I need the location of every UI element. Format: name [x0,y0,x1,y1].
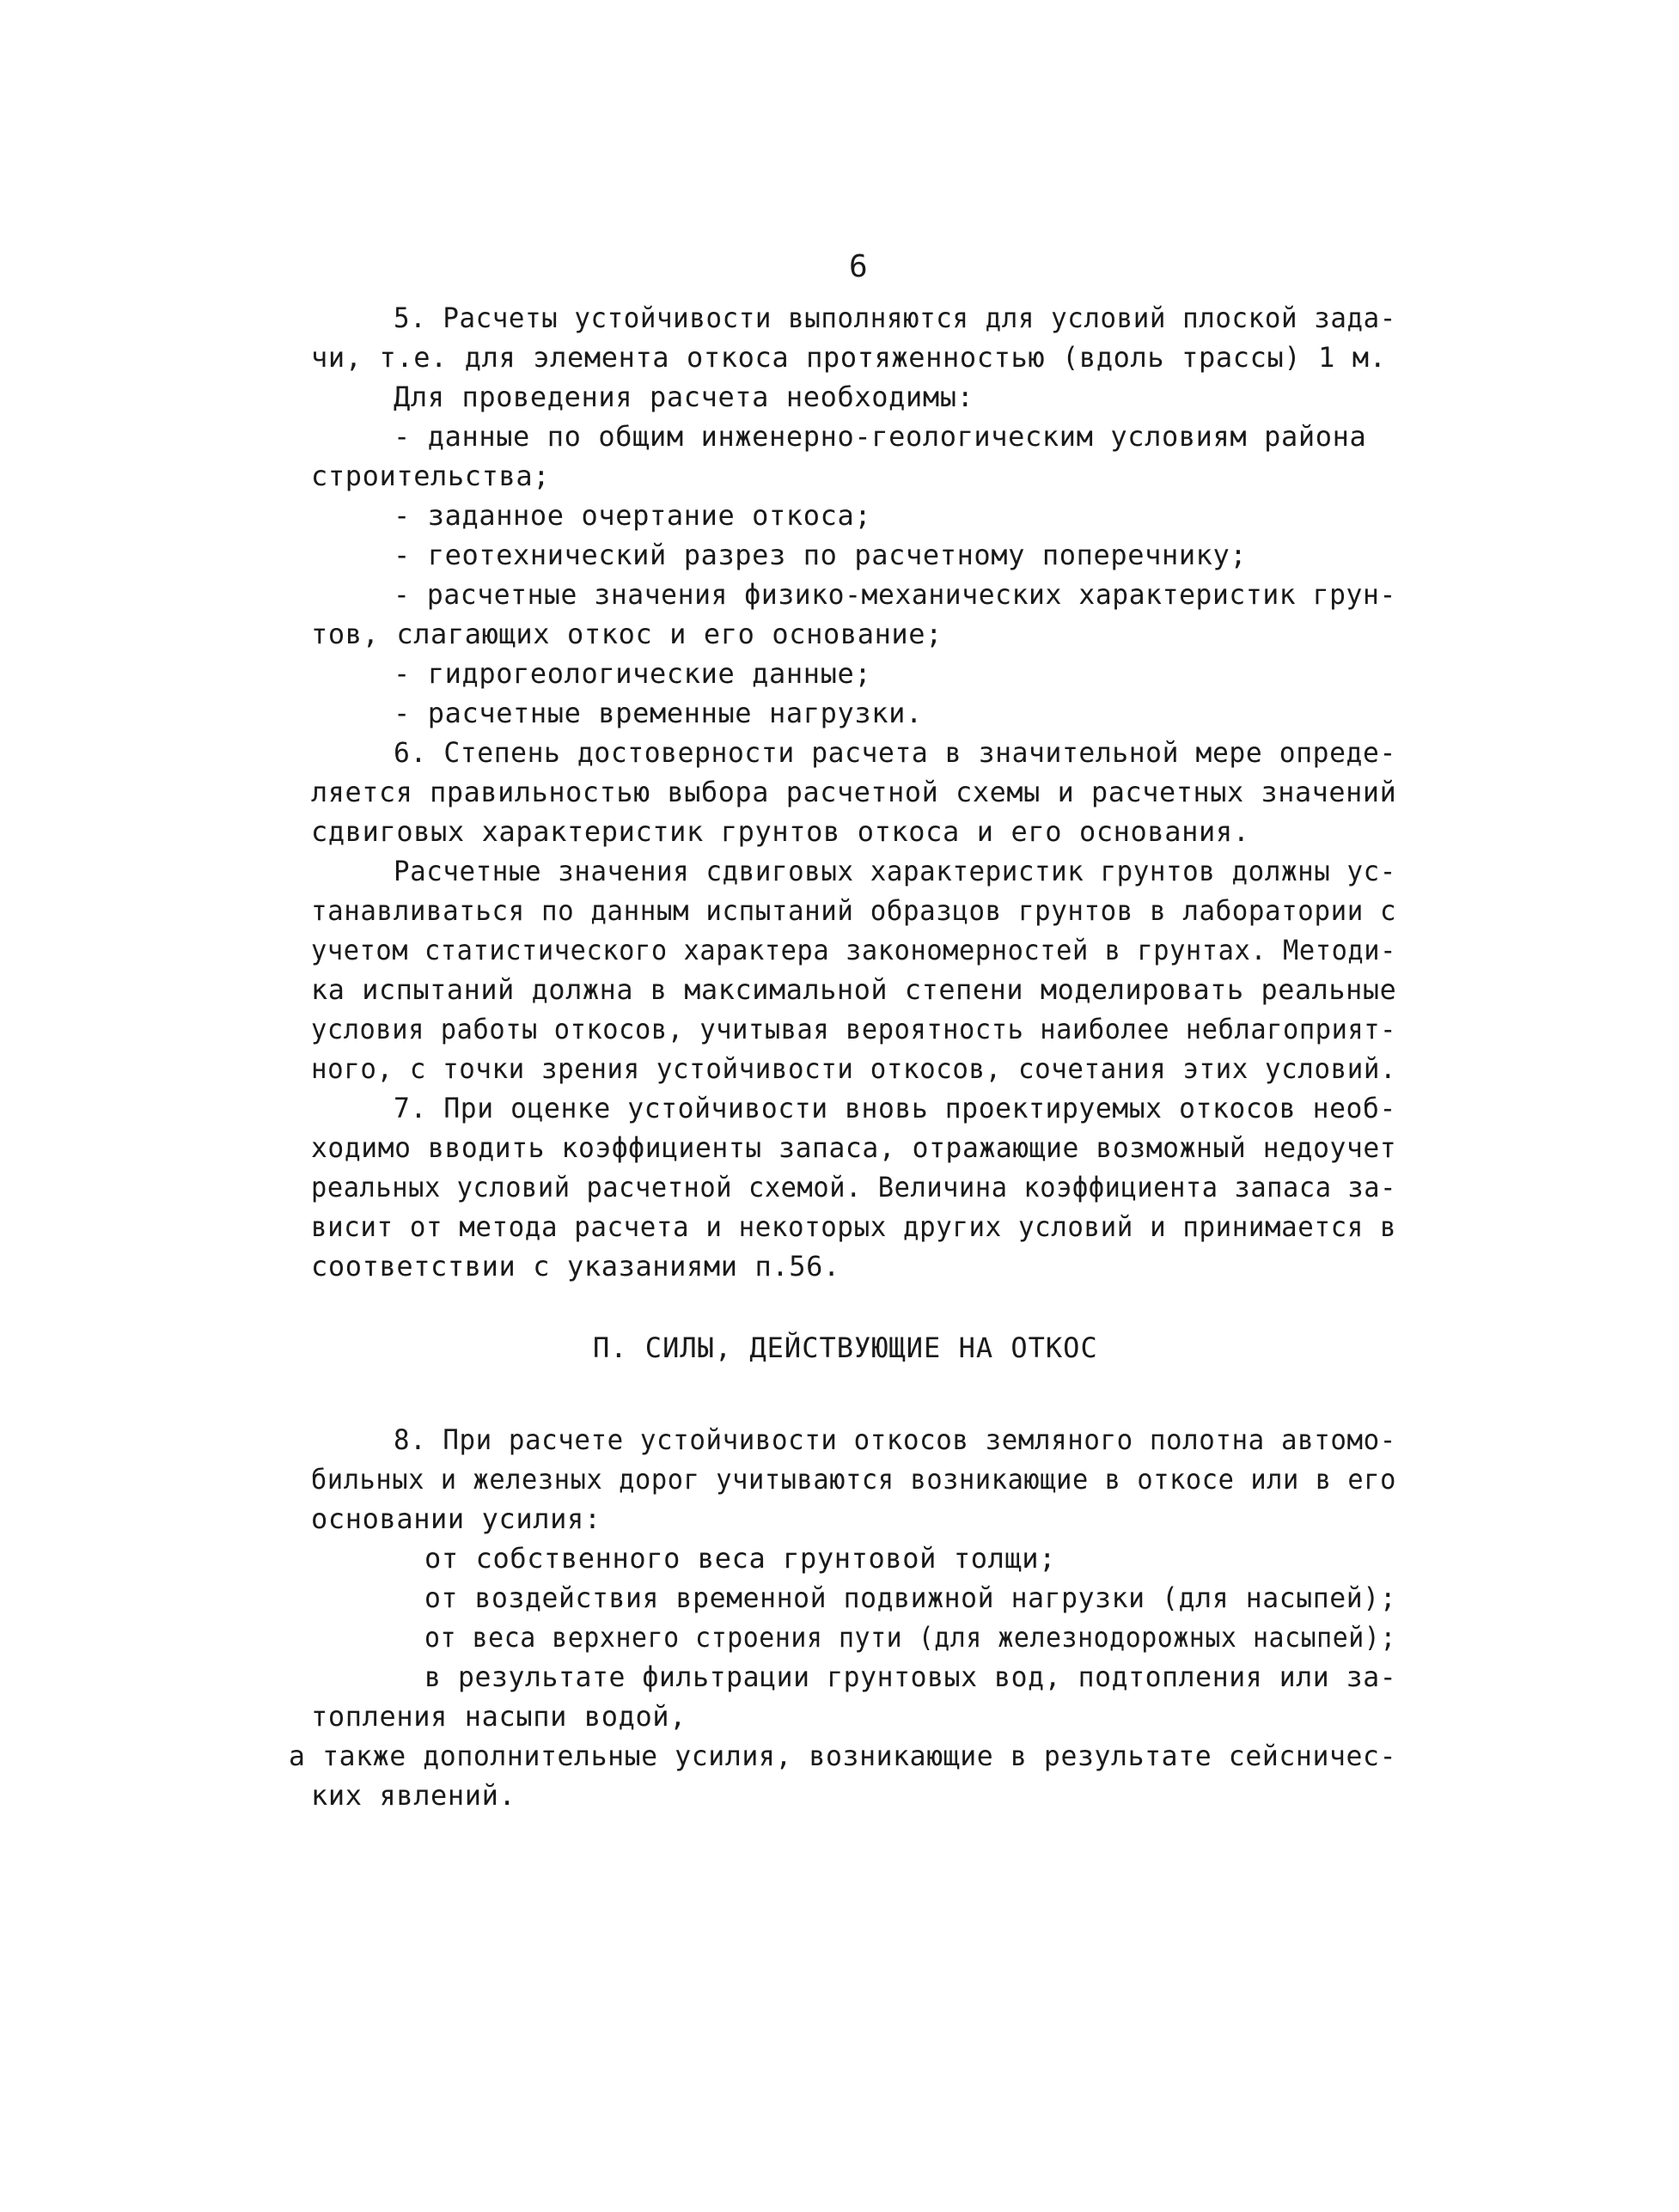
text-line: - геотехнический разрез по расчетному поперечнику; [394,539,1248,571]
text-line: чи, т.е. для элемента откоса протяженностью (вдоль трассы) 1 м. [311,341,1387,374]
text-line: в результате фильтрации грунтовых вод, подтопления или за- [424,1661,1397,1693]
text-line: - данные по общим инженерно-геологическим условиям района [394,420,1367,453]
text-line: строительства; [311,460,551,492]
text-line: ких явлений. [311,1779,516,1812]
text-line: тов, слагающих откос и его основание; [311,618,943,650]
text-line: от веса верхнего строения пути (для железнодорожных насыпей); [424,1621,1396,1654]
text-line: а также дополнительные усилия, возникающие в результате сейсничес- [289,1740,1397,1772]
text-line: - заданное очертание откоса; [394,499,872,532]
text-line: топления насыпи водой, [311,1700,687,1733]
text-line: ка испытаний должна в максимальной степени моделировать реальные [311,973,1397,1006]
text-line: бильных и железных дорог учитываются возникающие в откосе или в его [311,1463,1396,1496]
text-line: реальных условий расчетной схемой. Величина коэффициента запаса за- [311,1171,1396,1203]
text-line: Расчетные значения сдвиговых характеристик грунтов должны ус- [394,855,1396,887]
text-line: - расчетные значения физико-механических характеристик грун- [394,578,1396,611]
text-line: ходимо вводить коэффициенты запаса, отражающие возможный недоучет [311,1131,1397,1164]
page-number: 6 [849,249,868,284]
text-line: 8. При расчете устойчивости откосов земляного полотна автомо- [394,1423,1396,1456]
text-line: - расчетные временные нагрузки. [394,697,923,729]
text-line: 6. Степень достоверности расчета в значительной мере опреде- [394,736,1396,769]
text-line: - гидрогеологические данные; [394,657,872,690]
text-line: танавливаться по данным испытаний образцов грунтов в лаборатории с [311,894,1397,927]
text-line: 7. При оценке устойчивости вновь проектируемых откосов необ- [394,1092,1396,1124]
text-line: основании усилия: [311,1502,601,1535]
text-line: от воздействия временной подвижной нагрузки (для насыпей); [424,1581,1397,1614]
text-line: ного, с точки зрения устойчивости откосов, сочетания этих условий. [311,1052,1397,1085]
text-line: ляется правильностью выбора расчетной схемы и расчетных значений [311,776,1397,808]
text-line: от собственного веса грунтовой толщи; [424,1542,1057,1575]
text-line: сдвиговых характеристик грунтов откоса и его основания. [311,815,1250,848]
text-line: соответствии с указаниями п.56. [311,1250,840,1283]
text-line: Для проведения расчета необходимы: [394,381,974,413]
text-line: висит от метода расчета и некоторых других условий и принимается в [311,1210,1397,1243]
text-line: 5. Расчеты устойчивости выполняются для условий плоской зада- [394,302,1396,334]
text-line: учетом статистического характера закономерностей в грунтах. Методи- [311,934,1396,966]
text-line: условия работы откосов, учитывая вероятность наиболее неблагоприят- [311,1013,1396,1045]
section-heading: П. СИЛЫ, ДЕЙСТВУЮЩИЕ НА ОТКОС [593,1331,1098,1364]
